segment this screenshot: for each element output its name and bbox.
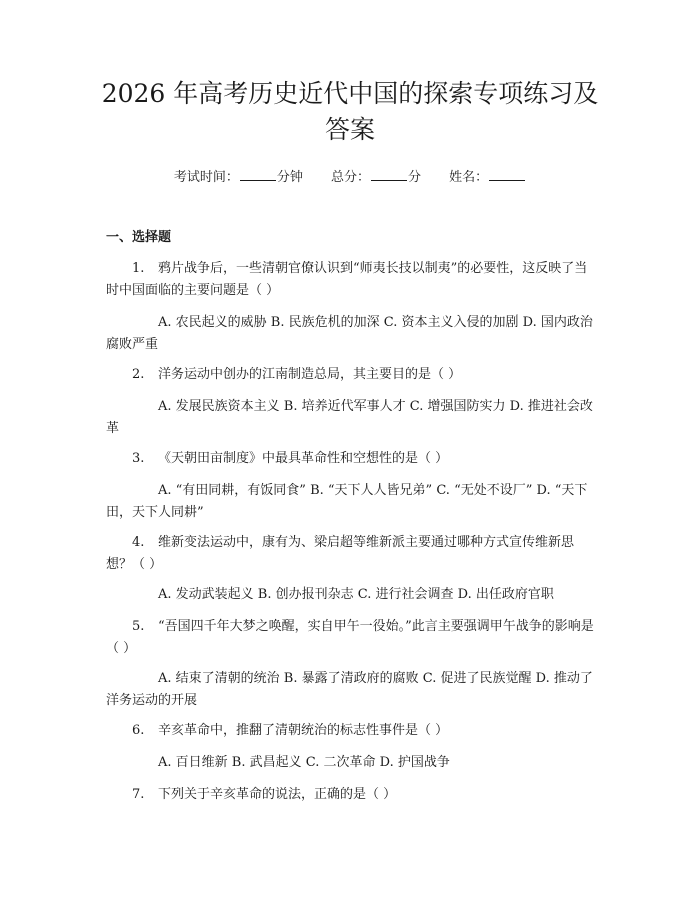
question-5 [106,616,599,660]
question-number: 7. [132,787,145,802]
question-1-options: A. 农民起义的威胁 B. 民族危机的加深 C. 资本主义入侵的加剧 D. 国内政治腐败严重 [106,315,593,352]
student-name-field [449,168,526,187]
exam-time-field [174,168,303,187]
total-score-field [331,168,421,187]
page-title-line-2: 答案 [324,115,375,144]
question-stem: “吾国四千年大梦之唤醒，实自甲午一役始。”此言主要强调甲午战争的影响是（ ） [106,619,594,656]
question-3-options: A. “有田同耕，有饭同食” B. “天下人人皆兄弟” C. “无处不设厂” D. “天下田，天下人同耕” [106,483,588,520]
question-1 [106,258,599,302]
exam-time-label: 考试时间： [173,170,239,185]
question-7 [106,784,599,806]
page-title [90,76,610,148]
question-2 [106,364,599,386]
question-stem: 辛亥革命中，推翻了清朝统治的标志性事件是（ ） [158,723,449,738]
total-score-blank [371,168,407,181]
section-heading: 一、选择题 [106,230,172,245]
question-2-options: A. 发展民族资本主义 B. 培养近代军事人才 C. 增强国防实力 D. 推进社会改革 [106,399,593,436]
question-number: 6. [132,723,145,738]
exam-info-row [0,168,700,187]
question-stem: 洋务运动中创办的江南制造总局，其主要目的是（ ） [158,367,462,382]
question-stem: 下列关于辛亥革命的说法，正确的是（ ） [158,787,397,802]
exam-time-unit: 分钟 [276,170,303,185]
question-number: 5. [132,619,145,634]
question-number: 3. [132,451,145,466]
question-number: 2. [132,367,145,382]
question-stem: 维新变法运动中，康有为、梁启超等维新派主要通过哪种方式宣传维新思想？（ ） [106,535,575,572]
question-6 [106,720,599,742]
question-4-options: A. 发动武装起义 B. 创办报刊杂志 C. 进行社会调查 D. 出任政府官职 [158,587,554,602]
student-name-label: 姓名： [449,170,489,185]
question-number: 4. [132,535,145,550]
page-title-line-1: 2026 年高考历史近代中国的探索专项练习及 [101,79,599,108]
question-number: 1. [132,261,145,276]
exam-time-blank [240,168,276,181]
total-score-label: 总分： [330,170,370,185]
question-stem: 《天朝田亩制度》中最具革命性和空想性的是（ ） [158,451,449,466]
student-name-blank [489,168,525,181]
total-score-unit: 分 [408,170,422,185]
question-3 [106,448,599,470]
question-4 [106,532,599,576]
question-6-options: A. 百日维新 B. 武昌起义 C. 二次革命 D. 护国战争 [158,755,450,770]
question-stem: 鸦片战争后，一些清朝官僚认识到“师夷长技以制夷”的必要性，这反映了当时中国面临的主要问题是（ ） [106,261,588,298]
question-5-options: A. 结束了清朝的统治 B. 暴露了清政府的腐败 C. 促进了民族觉醒 D. 推动了洋务运动的开展 [106,671,593,708]
